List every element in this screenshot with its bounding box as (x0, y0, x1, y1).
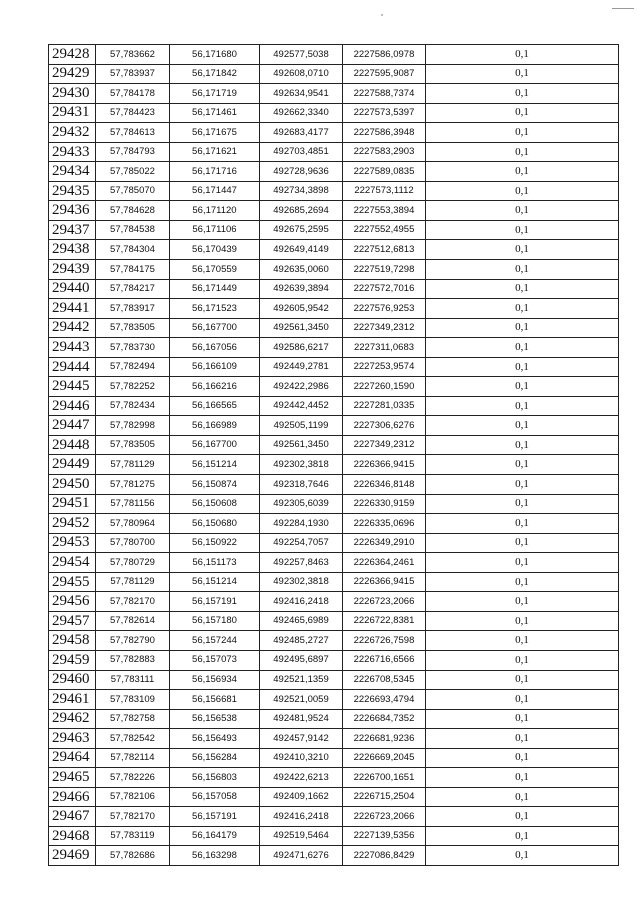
y-coordinate-cell: 2226335,0696 (343, 514, 426, 534)
value-cell: 0,1 (426, 299, 619, 319)
table-row (49, 768, 619, 788)
longitude-cell: 56,157058 (170, 787, 260, 807)
y-coordinate-cell: 2226726,7598 (343, 631, 426, 651)
latitude-cell: 57,783505 (96, 318, 170, 338)
longitude-cell: 56,170439 (170, 240, 260, 260)
y-coordinate-cell: 2227552,4955 (343, 220, 426, 240)
x-coordinate-cell: 492416,2418 (260, 807, 343, 827)
y-coordinate-cell: 2227576,9253 (343, 299, 426, 319)
y-coordinate-cell: 2227589,0835 (343, 162, 426, 182)
y-coordinate-cell: 2227595,9087 (343, 64, 426, 84)
latitude-cell: 57,782252 (96, 377, 170, 397)
latitude-cell: 57,782114 (96, 748, 170, 768)
latitude-cell: 57,785070 (96, 181, 170, 201)
value-cell: 0,1 (426, 650, 619, 670)
point-number-cell: 29428 (49, 45, 96, 65)
latitude-cell: 57,783111 (96, 670, 170, 690)
x-coordinate-cell: 492305,6039 (260, 494, 343, 514)
value-cell: 0,1 (426, 787, 619, 807)
value-cell: 0,1 (426, 611, 619, 631)
longitude-cell: 56,166989 (170, 416, 260, 436)
longitude-cell: 56,157244 (170, 631, 260, 651)
longitude-cell: 56,150680 (170, 514, 260, 534)
longitude-cell: 56,150874 (170, 475, 260, 495)
point-number-cell: 29452 (49, 514, 96, 534)
point-number-cell: 29458 (49, 631, 96, 651)
value-cell: 0,1 (426, 846, 619, 866)
point-number-cell: 29468 (49, 826, 96, 846)
table-row (49, 709, 619, 729)
longitude-cell: 56,157073 (170, 650, 260, 670)
x-coordinate-cell: 492442,4452 (260, 396, 343, 416)
latitude-cell: 57,782226 (96, 768, 170, 788)
latitude-cell: 57,782434 (96, 396, 170, 416)
longitude-cell: 56,157191 (170, 592, 260, 612)
point-number-cell: 29465 (49, 768, 96, 788)
table-row (49, 416, 619, 436)
table-row (49, 142, 619, 162)
longitude-cell: 56,156934 (170, 670, 260, 690)
x-coordinate-cell: 492734,3898 (260, 181, 343, 201)
value-cell: 0,1 (426, 455, 619, 475)
longitude-cell: 56,170559 (170, 260, 260, 280)
point-number-cell: 29439 (49, 260, 96, 280)
longitude-cell: 56,157180 (170, 611, 260, 631)
longitude-cell: 56,171461 (170, 103, 260, 123)
table-row (49, 533, 619, 553)
scan-edge-mark (612, 8, 634, 9)
table-row (49, 690, 619, 710)
longitude-cell: 56,171120 (170, 201, 260, 221)
longitude-cell: 56,171716 (170, 162, 260, 182)
value-cell: 0,1 (426, 631, 619, 651)
value-cell: 0,1 (426, 826, 619, 846)
point-number-cell: 29442 (49, 318, 96, 338)
y-coordinate-cell: 2227260,1590 (343, 377, 426, 397)
y-coordinate-cell: 2226693,4794 (343, 690, 426, 710)
point-number-cell: 29449 (49, 455, 96, 475)
value-cell: 0,1 (426, 690, 619, 710)
value-cell: 0,1 (426, 201, 619, 221)
x-coordinate-cell: 492561,3450 (260, 318, 343, 338)
value-cell: 0,1 (426, 396, 619, 416)
longitude-cell: 56,151214 (170, 455, 260, 475)
x-coordinate-cell: 492416,2418 (260, 592, 343, 612)
value-cell: 0,1 (426, 162, 619, 182)
y-coordinate-cell: 2227586,3948 (343, 123, 426, 143)
y-coordinate-cell: 2226330,9159 (343, 494, 426, 514)
point-number-cell: 29461 (49, 690, 96, 710)
longitude-cell: 56,167700 (170, 435, 260, 455)
y-coordinate-cell: 2227573,5397 (343, 103, 426, 123)
y-coordinate-cell: 2227553,3894 (343, 201, 426, 221)
latitude-cell: 57,784175 (96, 260, 170, 280)
x-coordinate-cell: 492284,1930 (260, 514, 343, 534)
value-cell: 0,1 (426, 807, 619, 827)
latitude-cell: 57,782170 (96, 592, 170, 612)
latitude-cell: 57,783109 (96, 690, 170, 710)
latitude-cell: 57,782542 (96, 729, 170, 749)
latitude-cell: 57,784538 (96, 220, 170, 240)
value-cell: 0,1 (426, 142, 619, 162)
latitude-cell: 57,780729 (96, 553, 170, 573)
x-coordinate-cell: 492586,6217 (260, 338, 343, 358)
x-coordinate-cell: 492608,0710 (260, 64, 343, 84)
x-coordinate-cell: 492521,1359 (260, 670, 343, 690)
table-row (49, 357, 619, 377)
longitude-cell: 56,171675 (170, 123, 260, 143)
table-row (49, 494, 619, 514)
table-row (49, 514, 619, 534)
point-number-cell: 29454 (49, 553, 96, 573)
value-cell: 0,1 (426, 338, 619, 358)
point-number-cell: 29438 (49, 240, 96, 260)
longitude-cell: 56,171842 (170, 64, 260, 84)
point-number-cell: 29444 (49, 357, 96, 377)
x-coordinate-cell: 492649,4149 (260, 240, 343, 260)
x-coordinate-cell: 492465,6989 (260, 611, 343, 631)
latitude-cell: 57,785022 (96, 162, 170, 182)
x-coordinate-cell: 492519,5464 (260, 826, 343, 846)
table-row (49, 45, 619, 65)
point-number-cell: 29430 (49, 84, 96, 104)
point-number-cell: 29459 (49, 650, 96, 670)
table-row (49, 103, 619, 123)
longitude-cell: 56,151173 (170, 553, 260, 573)
longitude-cell: 56,171719 (170, 84, 260, 104)
x-coordinate-cell: 492457,9142 (260, 729, 343, 749)
value-cell: 0,1 (426, 357, 619, 377)
x-coordinate-cell: 492495,6897 (260, 650, 343, 670)
point-number-cell: 29431 (49, 103, 96, 123)
latitude-cell: 57,782998 (96, 416, 170, 436)
coordinates-table (48, 44, 619, 866)
point-number-cell: 29436 (49, 201, 96, 221)
x-coordinate-cell: 492410,3210 (260, 748, 343, 768)
longitude-cell: 56,171680 (170, 45, 260, 65)
y-coordinate-cell: 2226684,7352 (343, 709, 426, 729)
y-coordinate-cell: 2226722,8381 (343, 611, 426, 631)
point-number-cell: 29469 (49, 846, 96, 866)
y-coordinate-cell: 2226700,1651 (343, 768, 426, 788)
table-row (49, 201, 619, 221)
table-row (49, 826, 619, 846)
value-cell: 0,1 (426, 592, 619, 612)
value-cell: 0,1 (426, 670, 619, 690)
point-number-cell: 29453 (49, 533, 96, 553)
y-coordinate-cell: 2226366,9415 (343, 572, 426, 592)
longitude-cell: 56,156681 (170, 690, 260, 710)
table-row (49, 123, 619, 143)
y-coordinate-cell: 2226723,2066 (343, 807, 426, 827)
longitude-cell: 56,156284 (170, 748, 260, 768)
y-coordinate-cell: 2226669,2045 (343, 748, 426, 768)
value-cell: 0,1 (426, 64, 619, 84)
x-coordinate-cell: 492449,2781 (260, 357, 343, 377)
point-number-cell: 29464 (49, 748, 96, 768)
table-row (49, 670, 619, 690)
latitude-cell: 57,782494 (96, 357, 170, 377)
latitude-cell: 57,781129 (96, 572, 170, 592)
point-number-cell: 29447 (49, 416, 96, 436)
latitude-cell: 57,782614 (96, 611, 170, 631)
table-row (49, 787, 619, 807)
table-row (49, 338, 619, 358)
x-coordinate-cell: 492422,2986 (260, 377, 343, 397)
y-coordinate-cell: 2226708,5345 (343, 670, 426, 690)
value-cell: 0,1 (426, 318, 619, 338)
x-coordinate-cell: 492302,3818 (260, 572, 343, 592)
x-coordinate-cell: 492422,6213 (260, 768, 343, 788)
y-coordinate-cell: 2227583,2903 (343, 142, 426, 162)
latitude-cell: 57,782790 (96, 631, 170, 651)
longitude-cell: 56,151214 (170, 572, 260, 592)
table-row (49, 748, 619, 768)
table-row (49, 299, 619, 319)
y-coordinate-cell: 2227519,7298 (343, 260, 426, 280)
value-cell: 0,1 (426, 279, 619, 299)
latitude-cell: 57,783505 (96, 435, 170, 455)
table-row (49, 64, 619, 84)
x-coordinate-cell: 492302,3818 (260, 455, 343, 475)
table-row (49, 396, 619, 416)
table-row (49, 220, 619, 240)
value-cell: 0,1 (426, 514, 619, 534)
point-number-cell: 29456 (49, 592, 96, 612)
longitude-cell: 56,167056 (170, 338, 260, 358)
value-cell: 0,1 (426, 103, 619, 123)
x-coordinate-cell: 492254,7057 (260, 533, 343, 553)
longitude-cell: 56,166565 (170, 396, 260, 416)
y-coordinate-cell: 2227586,0978 (343, 45, 426, 65)
table-row (49, 611, 619, 631)
point-number-cell: 29466 (49, 787, 96, 807)
value-cell: 0,1 (426, 553, 619, 573)
point-number-cell: 29467 (49, 807, 96, 827)
x-coordinate-cell: 492683,4177 (260, 123, 343, 143)
x-coordinate-cell: 492521,0059 (260, 690, 343, 710)
point-number-cell: 29457 (49, 611, 96, 631)
y-coordinate-cell: 2227253,9574 (343, 357, 426, 377)
point-number-cell: 29434 (49, 162, 96, 182)
value-cell: 0,1 (426, 84, 619, 104)
value-cell: 0,1 (426, 494, 619, 514)
y-coordinate-cell: 2226716,6566 (343, 650, 426, 670)
value-cell: 0,1 (426, 416, 619, 436)
latitude-cell: 57,783917 (96, 299, 170, 319)
latitude-cell: 57,782686 (96, 846, 170, 866)
latitude-cell: 57,780700 (96, 533, 170, 553)
latitude-cell: 57,784217 (96, 279, 170, 299)
table-row (49, 279, 619, 299)
latitude-cell: 57,784178 (96, 84, 170, 104)
latitude-cell: 57,780964 (96, 514, 170, 534)
latitude-cell: 57,783937 (96, 64, 170, 84)
table-row (49, 846, 619, 866)
value-cell: 0,1 (426, 377, 619, 397)
y-coordinate-cell: 2226715,2504 (343, 787, 426, 807)
latitude-cell: 57,781156 (96, 494, 170, 514)
value-cell: 0,1 (426, 260, 619, 280)
table-row (49, 650, 619, 670)
x-coordinate-cell: 492639,3894 (260, 279, 343, 299)
x-coordinate-cell: 492481,9524 (260, 709, 343, 729)
table-row (49, 377, 619, 397)
point-number-cell: 29450 (49, 475, 96, 495)
x-coordinate-cell: 492257,8463 (260, 553, 343, 573)
table-row (49, 475, 619, 495)
value-cell: 0,1 (426, 475, 619, 495)
latitude-cell: 57,784793 (96, 142, 170, 162)
point-number-cell: 29437 (49, 220, 96, 240)
y-coordinate-cell: 2227306,6276 (343, 416, 426, 436)
y-coordinate-cell: 2227349,2312 (343, 318, 426, 338)
point-number-cell: 29463 (49, 729, 96, 749)
x-coordinate-cell: 492635,0060 (260, 260, 343, 280)
table-row (49, 455, 619, 475)
table-row (49, 592, 619, 612)
longitude-cell: 56,167700 (170, 318, 260, 338)
table-row (49, 572, 619, 592)
latitude-cell: 57,782170 (96, 807, 170, 827)
longitude-cell: 56,163298 (170, 846, 260, 866)
latitude-cell: 57,782883 (96, 650, 170, 670)
x-coordinate-cell: 492471,6276 (260, 846, 343, 866)
longitude-cell: 56,166216 (170, 377, 260, 397)
x-coordinate-cell: 492318,7646 (260, 475, 343, 495)
x-coordinate-cell: 492703,4851 (260, 142, 343, 162)
x-coordinate-cell: 492675,2595 (260, 220, 343, 240)
scan-dot-mark (381, 14, 383, 16)
table-row (49, 240, 619, 260)
x-coordinate-cell: 492728,9636 (260, 162, 343, 182)
latitude-cell: 57,783662 (96, 45, 170, 65)
y-coordinate-cell: 2226349,2910 (343, 533, 426, 553)
latitude-cell: 57,783119 (96, 826, 170, 846)
point-number-cell: 29433 (49, 142, 96, 162)
table-row (49, 318, 619, 338)
point-number-cell: 29455 (49, 572, 96, 592)
y-coordinate-cell: 2227349,2312 (343, 435, 426, 455)
value-cell: 0,1 (426, 709, 619, 729)
value-cell: 0,1 (426, 572, 619, 592)
y-coordinate-cell: 2226366,9415 (343, 455, 426, 475)
latitude-cell: 57,782106 (96, 787, 170, 807)
value-cell: 0,1 (426, 533, 619, 553)
x-coordinate-cell: 492605,9542 (260, 299, 343, 319)
longitude-cell: 56,150922 (170, 533, 260, 553)
longitude-cell: 56,166109 (170, 357, 260, 377)
value-cell: 0,1 (426, 220, 619, 240)
latitude-cell: 57,784423 (96, 103, 170, 123)
point-number-cell: 29441 (49, 299, 96, 319)
point-number-cell: 29448 (49, 435, 96, 455)
table-row (49, 631, 619, 651)
latitude-cell: 57,784613 (96, 123, 170, 143)
point-number-cell: 29435 (49, 181, 96, 201)
y-coordinate-cell: 2226681,9236 (343, 729, 426, 749)
longitude-cell: 56,157191 (170, 807, 260, 827)
x-coordinate-cell: 492505,1199 (260, 416, 343, 436)
point-number-cell: 29443 (49, 338, 96, 358)
latitude-cell: 57,784304 (96, 240, 170, 260)
value-cell: 0,1 (426, 435, 619, 455)
longitude-cell: 56,171621 (170, 142, 260, 162)
y-coordinate-cell: 2226364,2461 (343, 553, 426, 573)
x-coordinate-cell: 492577,5038 (260, 45, 343, 65)
table-row (49, 162, 619, 182)
coordinates-table-body (49, 45, 619, 866)
latitude-cell: 57,781129 (96, 455, 170, 475)
y-coordinate-cell: 2227588,7374 (343, 84, 426, 104)
latitude-cell: 57,784628 (96, 201, 170, 221)
y-coordinate-cell: 2227281,0335 (343, 396, 426, 416)
longitude-cell: 56,171523 (170, 299, 260, 319)
point-number-cell: 29445 (49, 377, 96, 397)
value-cell: 0,1 (426, 181, 619, 201)
x-coordinate-cell: 492409,1662 (260, 787, 343, 807)
table-row (49, 181, 619, 201)
x-coordinate-cell: 492485,2727 (260, 631, 343, 651)
y-coordinate-cell: 2227572,7016 (343, 279, 426, 299)
table-row (49, 553, 619, 573)
longitude-cell: 56,164179 (170, 826, 260, 846)
value-cell: 0,1 (426, 729, 619, 749)
value-cell: 0,1 (426, 123, 619, 143)
y-coordinate-cell: 2226346,8148 (343, 475, 426, 495)
value-cell: 0,1 (426, 45, 619, 65)
value-cell: 0,1 (426, 768, 619, 788)
y-coordinate-cell: 2227311,0683 (343, 338, 426, 358)
y-coordinate-cell: 2227573,1112 (343, 181, 426, 201)
table-row (49, 729, 619, 749)
latitude-cell: 57,782758 (96, 709, 170, 729)
table-row (49, 807, 619, 827)
x-coordinate-cell: 492634,9541 (260, 84, 343, 104)
longitude-cell: 56,171106 (170, 220, 260, 240)
longitude-cell: 56,150608 (170, 494, 260, 514)
x-coordinate-cell: 492685,2694 (260, 201, 343, 221)
latitude-cell: 57,783730 (96, 338, 170, 358)
point-number-cell: 29451 (49, 494, 96, 514)
y-coordinate-cell: 2227512,6813 (343, 240, 426, 260)
latitude-cell: 57,781275 (96, 475, 170, 495)
table-row (49, 260, 619, 280)
point-number-cell: 29429 (49, 64, 96, 84)
table-row (49, 84, 619, 104)
table-row (49, 435, 619, 455)
y-coordinate-cell: 2227139,5356 (343, 826, 426, 846)
longitude-cell: 56,156493 (170, 729, 260, 749)
y-coordinate-cell: 2226723,2066 (343, 592, 426, 612)
value-cell: 0,1 (426, 240, 619, 260)
y-coordinate-cell: 2227086,8429 (343, 846, 426, 866)
point-number-cell: 29462 (49, 709, 96, 729)
point-number-cell: 29460 (49, 670, 96, 690)
x-coordinate-cell: 492662,3340 (260, 103, 343, 123)
point-number-cell: 29432 (49, 123, 96, 143)
point-number-cell: 29440 (49, 279, 96, 299)
x-coordinate-cell: 492561,3450 (260, 435, 343, 455)
longitude-cell: 56,156803 (170, 768, 260, 788)
point-number-cell: 29446 (49, 396, 96, 416)
longitude-cell: 56,171449 (170, 279, 260, 299)
value-cell: 0,1 (426, 748, 619, 768)
longitude-cell: 56,171447 (170, 181, 260, 201)
longitude-cell: 56,156538 (170, 709, 260, 729)
